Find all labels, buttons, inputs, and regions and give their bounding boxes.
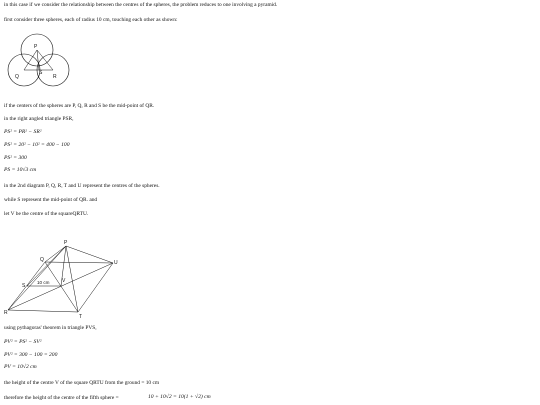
midpoint-line: while S represent the mid-point of QR. and (4, 197, 98, 203)
d1-label-s: S (39, 70, 43, 76)
eq-ps2-def: PS² = PR² − SR² (4, 129, 42, 135)
eq-pv-result: PV = 10√2 cm (4, 364, 37, 370)
fifth-sphere-line: therefore the height of the centre of the fifth sphere = (4, 395, 119, 401)
second-diagram-line: in the 2nd diagram P, Q, R, T and U represent the centres of the spheres. (4, 183, 160, 189)
centers-line: if the centers of the spheres are P, Q, R and S be the mid-point of QR. (4, 103, 155, 109)
d2-label-r: R (4, 310, 8, 316)
eq-ps-result: PS = 10√3 cm (4, 167, 37, 173)
d2-label-v: V (62, 278, 66, 284)
eq-final-height: 10 + 10√2 = 10(1 + √2) cm (148, 394, 211, 400)
d1-label-q: Q (15, 74, 19, 80)
d1-label-p: P (34, 44, 38, 50)
eq-pv2-def: PV² = PS² − SV² (4, 339, 42, 345)
triangle-psr-line: in the right angled triangle PSR, (4, 116, 74, 122)
d2-label-s: S (22, 283, 26, 289)
d1-label-r: R (53, 74, 57, 80)
intro-line: in this case if we consider the relationship between the centres of the spheres, the problem reduces to one involving a pyramid. (4, 2, 278, 8)
d2-label-p: P (64, 240, 68, 246)
centre-v-line: let V be the centre of the squareQRTU. (4, 211, 89, 217)
d2-label-u: U (114, 260, 118, 266)
d2-label-t: T (79, 314, 83, 320)
first-consider-line: first consider three spheres, each of radius 10 cm, touching each other as shown: (4, 17, 178, 23)
eq-ps2-300: PS² = 300 (4, 155, 27, 161)
height-v-line: the height of the centre V of the square QRTU from the ground = 10 cm (4, 380, 160, 386)
d2-label-q: Q (40, 257, 44, 263)
d2-label-distance: 10 cm (37, 280, 50, 285)
eq-pv2-sub: PV² = 300 − 100 = 200 (4, 352, 58, 358)
pythagoras-line: using pythagoras' theorem in triangle PVS, (4, 325, 97, 331)
eq-ps2-sub: PS² = 20² − 10² = 400 − 100 (4, 142, 70, 148)
